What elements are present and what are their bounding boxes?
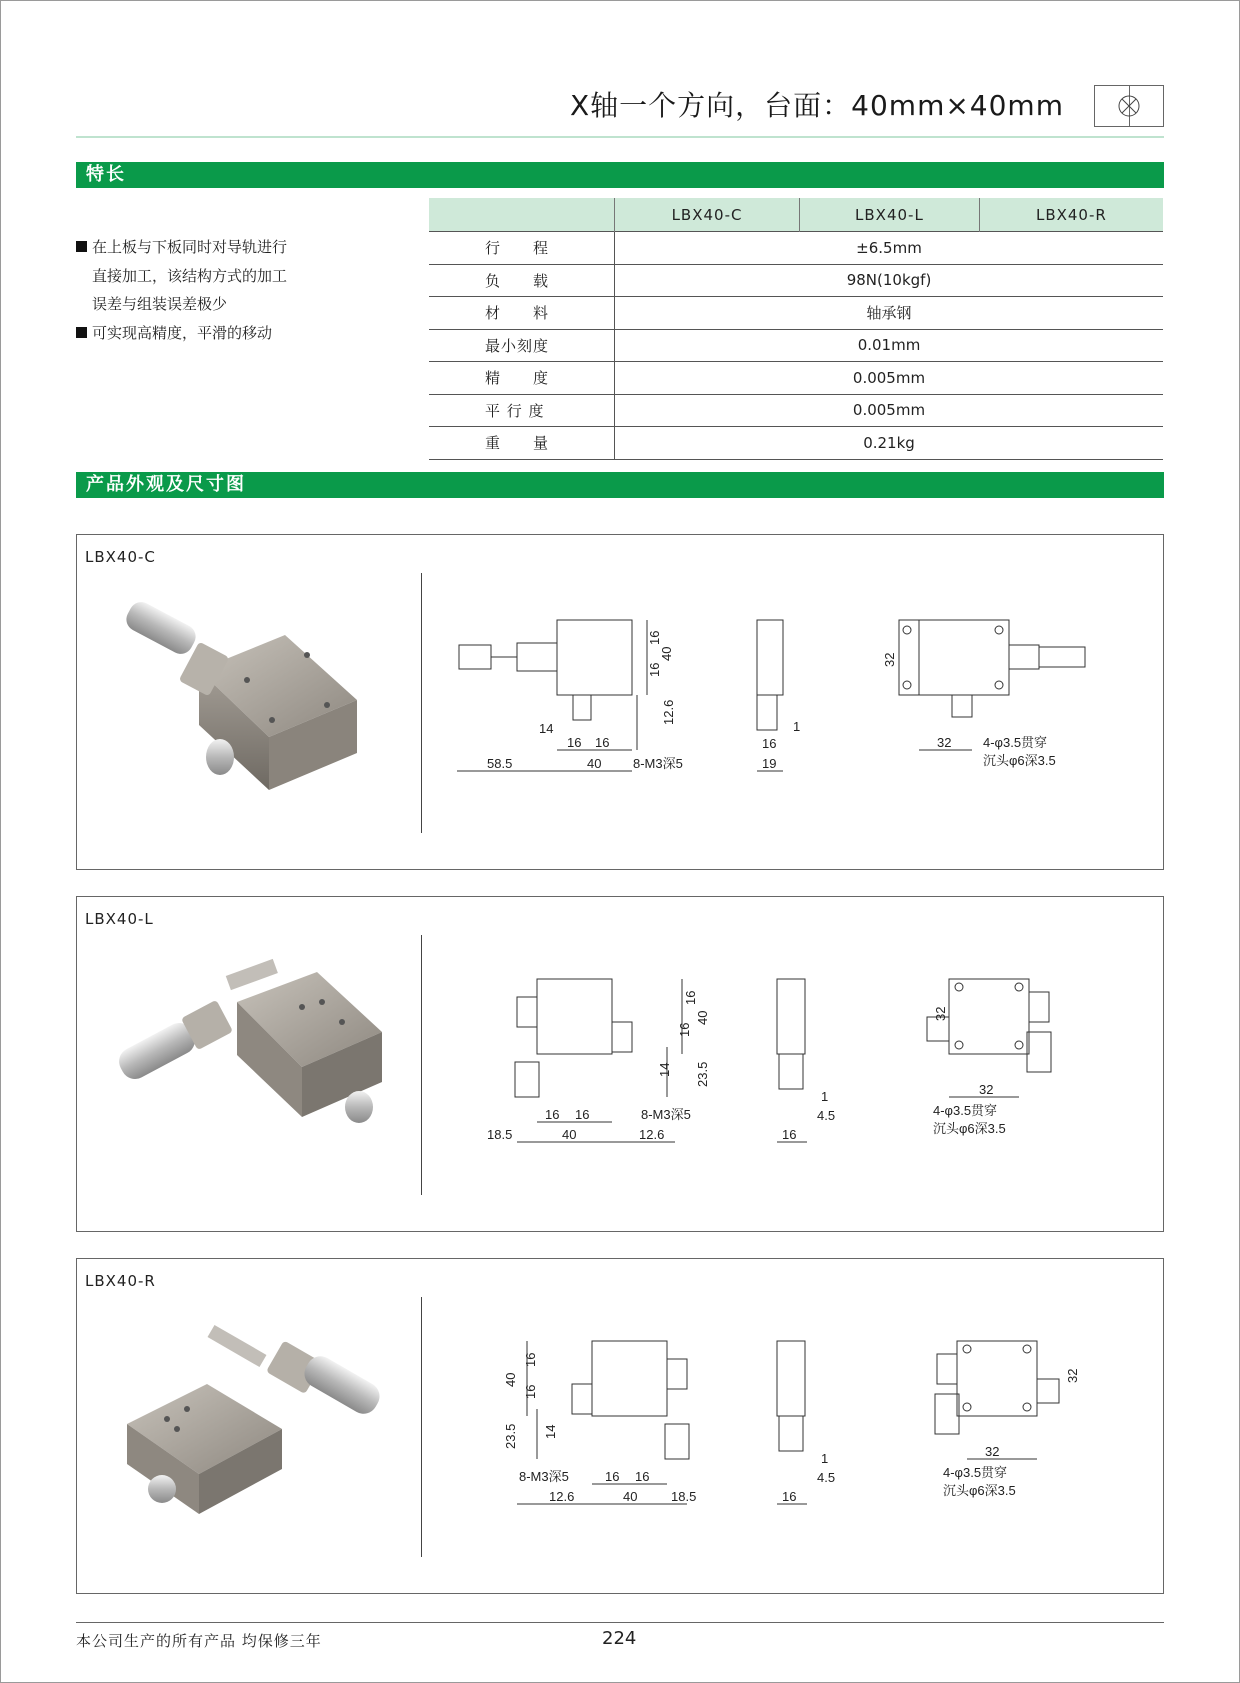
spec-row: 负 载 98N(10kgf) — [429, 264, 1163, 297]
svg-text:40: 40 — [562, 1127, 577, 1142]
spec-table — [429, 198, 1163, 460]
svg-text:14: 14 — [657, 1062, 672, 1077]
dimensions-heading-bar: 产品外观及尺寸图 — [76, 472, 1164, 498]
panel-divider — [421, 573, 422, 833]
footer-warranty-text: 本公司生产的所有产品 均保修三年 — [76, 1632, 322, 1650]
svg-text:4.5: 4.5 — [817, 1108, 836, 1123]
svg-text:16: 16 — [567, 735, 582, 750]
spec-row: 最小刻度 0.01mm — [429, 329, 1163, 362]
page-title: X轴一个方向，台面：40mm×40mm — [569, 89, 1064, 122]
svg-text:4-φ3.5贯穿: 4-φ3.5贯穿 — [983, 735, 1048, 750]
svg-text:16: 16 — [595, 735, 610, 750]
stage-photo-l — [107, 947, 387, 1177]
stage-photo-c — [107, 585, 387, 815]
spec-col-header: LBX40-R — [979, 198, 1163, 232]
svg-text:16: 16 — [762, 736, 777, 751]
model-label: LBX40-L — [85, 910, 154, 928]
spec-col-header: LBX40-L — [800, 198, 980, 232]
title-divider — [76, 136, 1164, 138]
dimension-drawing-l — [437, 937, 1137, 1207]
svg-text:16: 16 — [782, 1489, 797, 1504]
svg-text:40: 40 — [587, 756, 602, 771]
spec-row: 平 行 度 0.005mm — [429, 394, 1163, 427]
svg-text:18.5: 18.5 — [487, 1127, 513, 1142]
axis-symbol-icon — [1094, 85, 1164, 127]
panel-divider — [421, 1297, 422, 1557]
svg-text:32: 32 — [1065, 1368, 1080, 1383]
svg-text:4-φ3.5贯穿: 4-φ3.5贯穿 — [933, 1103, 998, 1118]
svg-text:沉头φ6深3.5: 沉头φ6深3.5 — [983, 753, 1056, 768]
svg-text:16: 16 — [782, 1127, 797, 1142]
svg-text:沉头φ6深3.5: 沉头φ6深3.5 — [943, 1483, 1016, 1498]
spec-row: 材 料 轴承钢 — [429, 297, 1163, 330]
svg-text:23.5: 23.5 — [503, 1423, 518, 1449]
svg-text:40: 40 — [695, 1010, 710, 1025]
svg-text:18.5: 18.5 — [671, 1489, 697, 1504]
svg-text:16: 16 — [647, 662, 662, 677]
svg-text:32: 32 — [937, 735, 952, 750]
svg-text:8-M3深5: 8-M3深5 — [633, 756, 683, 771]
svg-text:12.6: 12.6 — [661, 699, 676, 725]
svg-text:32: 32 — [979, 1082, 994, 1097]
model-label: LBX40-R — [85, 1272, 156, 1290]
product-panel-lbx40-c — [76, 534, 1164, 870]
svg-text:12.6: 12.6 — [549, 1489, 575, 1504]
spec-row: 行 程 ±6.5mm — [429, 232, 1163, 265]
spec-col-header: LBX40-C — [615, 198, 800, 232]
svg-text:40: 40 — [503, 1372, 518, 1387]
dimension-drawing-c — [437, 575, 1137, 845]
model-label: LBX40-C — [85, 548, 156, 566]
feature-item: 在上板与下板同时对导轨进行 直接加工，该结构方式的加工 误差与组装误差极少 — [76, 233, 352, 319]
svg-text:8-M3深5: 8-M3深5 — [641, 1107, 691, 1122]
svg-text:16: 16 — [677, 1022, 692, 1037]
svg-text:沉头φ6深3.5: 沉头φ6深3.5 — [933, 1121, 1006, 1136]
svg-text:8-M3深5: 8-M3深5 — [519, 1469, 569, 1484]
svg-text:19: 19 — [762, 756, 777, 771]
feature-list — [76, 233, 352, 347]
svg-text:14: 14 — [539, 721, 554, 736]
svg-text:16: 16 — [635, 1469, 650, 1484]
svg-text:32: 32 — [985, 1444, 1000, 1459]
svg-text:40: 40 — [623, 1489, 638, 1504]
spec-row: 重 量 0.21kg — [429, 427, 1163, 460]
svg-text:1: 1 — [821, 1451, 829, 1466]
product-panel-lbx40-l — [76, 896, 1164, 1232]
svg-text:58.5: 58.5 — [487, 756, 513, 771]
svg-text:16: 16 — [545, 1107, 560, 1122]
features-heading-bar: 特长 — [76, 162, 1164, 188]
dimension-drawing-r — [437, 1299, 1137, 1569]
svg-text:32: 32 — [882, 652, 897, 667]
svg-text:12.6: 12.6 — [639, 1127, 665, 1142]
svg-text:16: 16 — [575, 1107, 590, 1122]
svg-text:16: 16 — [523, 1352, 538, 1367]
svg-text:14: 14 — [543, 1424, 558, 1439]
spec-corner-cell — [429, 198, 615, 232]
svg-text:4.5: 4.5 — [817, 1470, 836, 1485]
page-number: 224 — [602, 1628, 637, 1649]
svg-text:40: 40 — [659, 646, 674, 661]
svg-text:32: 32 — [933, 1006, 948, 1021]
footer-divider — [76, 1622, 1164, 1623]
stage-photo-r — [107, 1309, 387, 1539]
svg-text:23.5: 23.5 — [695, 1061, 710, 1087]
svg-text:16: 16 — [683, 990, 698, 1005]
feature-item: 可实现高精度，平滑的移动 — [76, 319, 352, 348]
svg-text:1: 1 — [793, 719, 801, 734]
svg-text:1: 1 — [821, 1089, 829, 1104]
svg-text:16: 16 — [523, 1384, 538, 1399]
svg-text:16: 16 — [605, 1469, 620, 1484]
svg-text:4-φ3.5贯穿: 4-φ3.5贯穿 — [943, 1465, 1008, 1480]
spec-row: 精 度 0.005mm — [429, 362, 1163, 395]
svg-text:16: 16 — [647, 630, 662, 645]
product-panel-lbx40-r — [76, 1258, 1164, 1594]
panel-divider — [421, 935, 422, 1195]
